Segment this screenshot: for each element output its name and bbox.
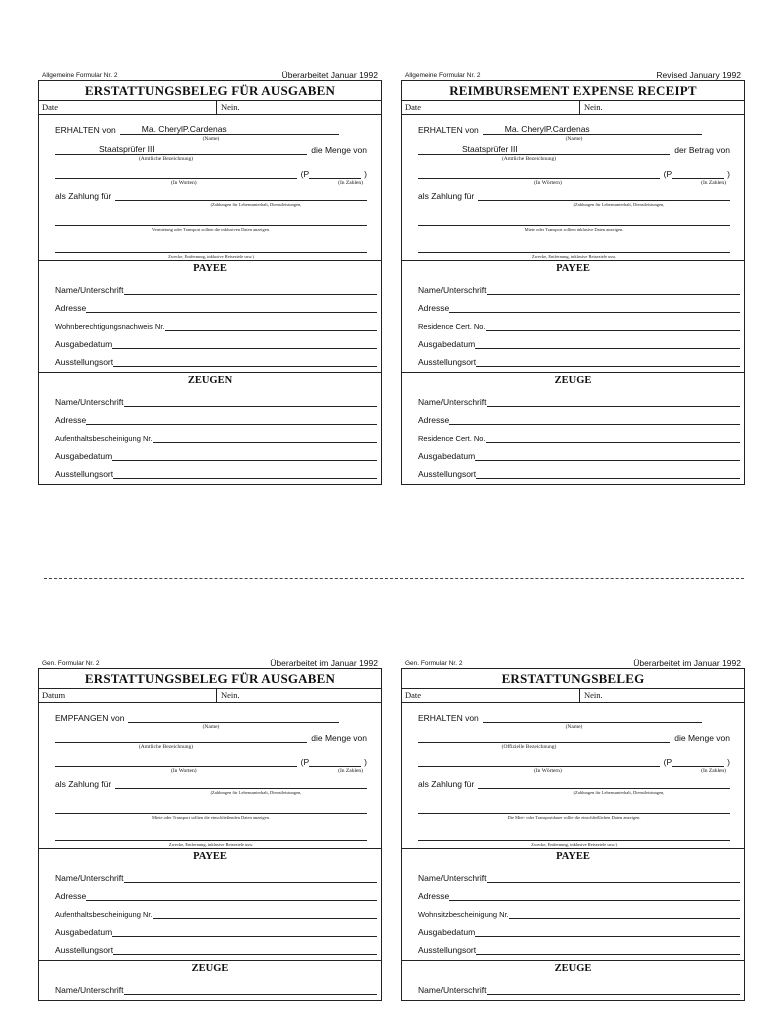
witness-field xyxy=(402,443,744,461)
witness-title: ZEUGE xyxy=(554,963,592,974)
received-name-field[interactable] xyxy=(128,712,339,723)
receipt-form xyxy=(401,68,745,485)
witness-field-label: Name/Unterschrift xyxy=(418,985,487,995)
payee-field-label: Name/Unterschrift xyxy=(418,873,487,883)
witness-field xyxy=(39,407,381,425)
witness-field-label: Adresse xyxy=(55,415,87,425)
designation-line xyxy=(55,731,367,743)
payee-field-line[interactable] xyxy=(475,338,740,349)
witness-field-line[interactable] xyxy=(124,396,378,407)
date-label[interactable]: Datum xyxy=(39,689,217,702)
payee-section xyxy=(402,260,744,372)
form-header xyxy=(38,68,382,80)
payee-field-line[interactable] xyxy=(476,944,740,955)
designation-caption: (Amtliche Bezeichnung) xyxy=(501,156,557,162)
rent-line xyxy=(418,214,730,226)
form-title: ERSTATTUNGSBELEG FÜR AUSGABEN xyxy=(39,669,381,689)
rent-field[interactable] xyxy=(55,215,367,226)
payment-line xyxy=(55,189,367,201)
witness-field-label: Aufenthaltsbescheinigung Nr. xyxy=(55,434,153,443)
peso-open: (P xyxy=(300,169,310,179)
amount-captions xyxy=(55,179,367,187)
witness-field xyxy=(39,977,381,995)
figures-caption: (In Zahlen) xyxy=(338,180,363,186)
payee-field xyxy=(39,937,381,955)
witness-section xyxy=(39,372,381,484)
payee-field-label: Ausstellungsort xyxy=(418,357,477,367)
revision-date: Revised January 1992 xyxy=(656,70,741,80)
date-row xyxy=(39,101,381,115)
amount-words-field[interactable] xyxy=(418,168,660,179)
rent-caption: Vermietung oder Transport sollten die inklusiven Daten anzeigen. xyxy=(151,227,271,232)
witness-field xyxy=(402,461,744,479)
witness-section xyxy=(402,960,744,1000)
payee-field xyxy=(402,313,744,331)
payee-field-label: Adresse xyxy=(418,303,450,313)
payment-field[interactable] xyxy=(478,778,730,789)
witness-field-label: Adresse xyxy=(418,415,450,425)
payee-field-label: Ausgabedatum xyxy=(55,339,113,349)
form-header xyxy=(38,656,382,668)
payee-field-line[interactable] xyxy=(487,284,741,295)
payee-title: PAYEE xyxy=(556,263,590,274)
received-label: EMPFANGEN von xyxy=(55,713,125,723)
figures-caption: (In Zahlen) xyxy=(701,180,726,186)
received-from-line xyxy=(55,711,367,723)
payee-field-label: Ausstellungsort xyxy=(418,945,477,955)
witness-field xyxy=(39,461,381,479)
payee-field-label: Ausstellungsort xyxy=(55,357,114,367)
designation-field[interactable] xyxy=(418,144,670,155)
number-label[interactable]: Nein. xyxy=(221,102,240,112)
designation-caption: (Amtliche Bezeichnung) xyxy=(138,156,194,162)
designation-line xyxy=(418,731,730,743)
number-label[interactable]: Nein. xyxy=(584,690,603,700)
received-label: ERHALTEN von xyxy=(418,125,479,135)
receipt-form xyxy=(401,656,745,1001)
payee-field-label: Name/Unterschrift xyxy=(55,873,124,883)
witness-title: ZEUGEN xyxy=(187,375,233,386)
witness-field-line[interactable] xyxy=(486,432,740,443)
amount-line xyxy=(55,755,367,767)
purpose-line xyxy=(418,241,730,253)
designation-value: Staatsprüfer III xyxy=(462,144,518,154)
payee-field xyxy=(39,313,381,331)
received-name-field[interactable] xyxy=(483,124,702,135)
amount-captions xyxy=(55,767,367,775)
words-caption: (In Worten) xyxy=(171,768,197,774)
purpose-caption: Zwecke, Entfernung, inklusive Reiseziele usw.) xyxy=(168,254,254,259)
designation-value: Staatsprüfer III xyxy=(99,144,155,154)
rent-caption: Miete oder Transport sollten die einschließenden Daten anzeigen. xyxy=(152,815,270,820)
purpose-line xyxy=(418,829,730,841)
amount-captions xyxy=(418,767,730,775)
payment-line xyxy=(418,777,730,789)
received-from-line xyxy=(55,123,367,135)
payment-field[interactable] xyxy=(115,190,367,201)
payee-field-line[interactable] xyxy=(153,908,377,919)
payee-field-line[interactable] xyxy=(113,944,377,955)
rent-field[interactable] xyxy=(418,215,730,226)
payee-field-line[interactable] xyxy=(475,926,740,937)
purpose-caption: Zwecke, Entfernung, inklusive Reiseziele usw. xyxy=(168,842,254,847)
receipt-body xyxy=(39,703,381,848)
amount-label: die Menge von xyxy=(674,733,730,743)
payee-field xyxy=(39,883,381,901)
designation-caption: (Offizielle Bezeichnung) xyxy=(501,744,557,750)
form-box xyxy=(401,668,745,1001)
purpose-field[interactable] xyxy=(55,242,367,253)
witness-section xyxy=(402,372,744,484)
payee-field-line[interactable] xyxy=(449,302,740,313)
peso-open: (P xyxy=(663,169,673,179)
date-row xyxy=(402,689,744,703)
payee-field xyxy=(402,349,744,367)
receipt-body xyxy=(402,115,744,260)
payee-field-label: Ausstellungsort xyxy=(55,945,114,955)
amount-words-field[interactable] xyxy=(418,756,660,767)
received-from-line xyxy=(418,123,730,135)
witness-field-line[interactable] xyxy=(487,984,741,995)
payee-field-label: Adresse xyxy=(418,891,450,901)
form-box xyxy=(38,668,382,1001)
receipt-form xyxy=(38,68,382,485)
witness-field-line[interactable] xyxy=(86,414,377,425)
payee-field xyxy=(402,919,744,937)
payment-field[interactable] xyxy=(478,190,730,201)
words-caption: (In Wörtern) xyxy=(534,768,562,774)
payee-field xyxy=(39,901,381,919)
purpose-caption: Zwecke, Entfernung, inklusive Reiseziele usw.) xyxy=(531,842,617,847)
form-number: Allgemeine Formular Nr. 2 xyxy=(42,72,118,79)
rent-line xyxy=(55,802,367,814)
witness-field-label: Ausstellungsort xyxy=(55,469,114,479)
receipt-body xyxy=(402,703,744,848)
witness-field-line[interactable] xyxy=(112,450,377,461)
amount-line xyxy=(418,167,730,179)
amount-figures-field[interactable] xyxy=(672,756,724,767)
form-number: Gen. Formular Nr. 2 xyxy=(42,660,100,667)
date-row xyxy=(39,689,381,703)
witness-field xyxy=(39,389,381,407)
peso-open: (P xyxy=(663,757,673,767)
witness-field-line[interactable] xyxy=(113,468,377,479)
payee-field-label: Ausgabedatum xyxy=(55,927,113,937)
witness-field xyxy=(39,443,381,461)
figures-caption: (In Zahlen) xyxy=(701,768,726,774)
payee-field-label: Residence Cert. No. xyxy=(418,322,486,331)
payee-field-line[interactable] xyxy=(112,338,377,349)
payee-field xyxy=(402,883,744,901)
payment-label: als Zahlung für xyxy=(418,191,475,201)
received-from-line xyxy=(418,711,730,723)
payee-field xyxy=(402,295,744,313)
purpose-caption: Zwecke, Entfernung, inklusive Reiseziele usw. xyxy=(531,254,617,259)
payee-field-line[interactable] xyxy=(86,890,377,901)
designation-field[interactable] xyxy=(418,732,670,743)
payment-label: als Zahlung für xyxy=(55,191,112,201)
designation-line xyxy=(418,143,730,155)
peso-close: ) xyxy=(727,757,730,767)
witness-field xyxy=(402,407,744,425)
payee-field xyxy=(402,865,744,883)
payee-field-label: Name/Unterschrift xyxy=(55,285,124,295)
payee-field-label: Ausgabedatum xyxy=(418,927,476,937)
purpose-field[interactable] xyxy=(55,830,367,841)
name-caption: (Name) xyxy=(202,136,220,142)
peso-close: ) xyxy=(364,757,367,767)
witness-field-label: Ausgabedatum xyxy=(55,451,113,461)
form-number: Allgemeine Formular Nr. 2 xyxy=(405,72,481,79)
form-title: ERSTATTUNGSBELEG FÜR AUSGABEN xyxy=(39,81,381,101)
witness-title: ZEUGE xyxy=(191,963,229,974)
form-box xyxy=(401,80,745,485)
payee-field xyxy=(402,277,744,295)
payee-field-line[interactable] xyxy=(112,926,377,937)
payment-field[interactable] xyxy=(115,778,367,789)
payee-field-line[interactable] xyxy=(165,320,377,331)
name-caption: (Name) xyxy=(565,724,583,730)
payee-field xyxy=(39,865,381,883)
payee-field xyxy=(39,349,381,367)
witness-field-label: Name/Unterschrift xyxy=(55,397,124,407)
received-name-value: Ma. CherylP.Cardenas xyxy=(504,124,590,134)
rent-field[interactable] xyxy=(55,803,367,814)
witness-field xyxy=(402,977,744,995)
amount-figures-field[interactable] xyxy=(309,756,361,767)
date-label[interactable]: Date xyxy=(402,101,580,114)
witness-field xyxy=(39,425,381,443)
form-header xyxy=(401,68,745,80)
payee-field-label: Wohnberechtigungsnachweis Nr. xyxy=(55,322,165,331)
received-label: ERHALTEN von xyxy=(418,713,479,723)
purpose-field[interactable] xyxy=(418,830,730,841)
designation-field[interactable] xyxy=(55,144,307,155)
name-caption: (Name) xyxy=(565,136,583,142)
payee-field-line[interactable] xyxy=(476,356,740,367)
payee-field-line[interactable] xyxy=(113,356,377,367)
amount-words-field[interactable] xyxy=(55,756,297,767)
payee-field xyxy=(402,937,744,955)
payee-field xyxy=(39,919,381,937)
witness-field-label: Name/Unterschrift xyxy=(418,397,487,407)
amount-line xyxy=(418,755,730,767)
purpose-line xyxy=(55,829,367,841)
payment-caption: (Zahlungen für Lebensunterhalt, Dienstleistungen, xyxy=(573,790,665,795)
designation-line xyxy=(55,143,367,155)
receipt-body xyxy=(39,115,381,260)
witness-field-line[interactable] xyxy=(487,396,741,407)
form-box xyxy=(38,80,382,485)
payment-label: als Zahlung für xyxy=(55,779,112,789)
received-label: ERHALTEN von xyxy=(55,125,116,135)
designation-field[interactable] xyxy=(55,732,307,743)
peso-open: (P xyxy=(300,757,310,767)
payment-line xyxy=(418,189,730,201)
purpose-field[interactable] xyxy=(418,242,730,253)
witness-field-line[interactable] xyxy=(124,984,378,995)
payment-caption: (Zahlungen für Lebensunterhalt, Dienstleistungen, xyxy=(210,790,302,795)
receipt-form xyxy=(38,656,382,1001)
rent-field[interactable] xyxy=(418,803,730,814)
number-label[interactable]: Nein. xyxy=(584,102,603,112)
payee-title: PAYEE xyxy=(193,263,227,274)
amount-label: der Betrag von xyxy=(674,145,730,155)
words-caption: (In Worten) xyxy=(171,180,197,186)
revision-date: Überarbeitet im Januar 1992 xyxy=(270,658,378,668)
witness-field-line[interactable] xyxy=(449,414,740,425)
payee-field-label: Ausgabedatum xyxy=(418,339,476,349)
witness-section xyxy=(39,960,381,1000)
payee-section xyxy=(402,848,744,960)
date-row xyxy=(402,101,744,115)
payee-field xyxy=(39,331,381,349)
payment-caption: (Zahlungen für Lebensunterhalt, Dienstleistungen, xyxy=(573,202,665,207)
rent-line xyxy=(418,802,730,814)
payee-field-line[interactable] xyxy=(124,872,378,883)
payee-field xyxy=(39,277,381,295)
designation-caption: (Amtliche Bezeichnung) xyxy=(138,744,194,750)
figures-caption: (In Zahlen) xyxy=(338,768,363,774)
amount-label: die Menge von xyxy=(311,733,367,743)
payee-field xyxy=(402,331,744,349)
payee-field-line[interactable] xyxy=(449,890,740,901)
revision-date: Überarbeitet im Januar 1992 xyxy=(633,658,741,668)
witness-field-label: Ausgabedatum xyxy=(418,451,476,461)
rent-caption: Miete oder Transport sollten inklusive Daten anzeigen. xyxy=(524,227,624,232)
form-header xyxy=(401,656,745,668)
amount-figures-field[interactable] xyxy=(309,168,361,179)
cut-line xyxy=(44,578,744,579)
date-label[interactable]: Date xyxy=(39,101,217,114)
received-name-field[interactable] xyxy=(120,124,339,135)
witness-field-label: Name/Unterschrift xyxy=(55,985,124,995)
witness-title: ZEUGE xyxy=(554,375,592,386)
payee-field-line[interactable] xyxy=(86,302,377,313)
date-label[interactable]: Date xyxy=(402,689,580,702)
witness-field-label: Ausstellungsort xyxy=(418,469,477,479)
peso-close: ) xyxy=(364,169,367,179)
payee-field-label: Adresse xyxy=(55,891,87,901)
payee-field xyxy=(39,295,381,313)
amount-captions xyxy=(418,179,730,187)
witness-field-label: Residence Cert. No. xyxy=(418,434,486,443)
payee-field-label: Aufenthaltsbescheinigung Nr. xyxy=(55,910,153,919)
payee-title: PAYEE xyxy=(193,851,227,862)
witness-field xyxy=(402,389,744,407)
form-number: Gen. Formular Nr. 2 xyxy=(405,660,463,667)
amount-words-field[interactable] xyxy=(55,168,297,179)
payee-field-line[interactable] xyxy=(487,872,741,883)
payee-field-line[interactable] xyxy=(124,284,378,295)
words-caption: (In Wörtern) xyxy=(534,180,562,186)
payment-line xyxy=(55,777,367,789)
payee-field-line[interactable] xyxy=(486,320,740,331)
payment-label: als Zahlung für xyxy=(418,779,475,789)
amount-figures-field[interactable] xyxy=(672,168,724,179)
number-label[interactable]: Nein. xyxy=(221,690,240,700)
received-name-field[interactable] xyxy=(483,712,702,723)
received-name-value: Ma. CherylP.Cardenas xyxy=(141,124,227,134)
witness-field-line[interactable] xyxy=(475,450,740,461)
revision-date: Überarbeitet Januar 1992 xyxy=(281,70,378,80)
form-title: ERSTATTUNGSBELEG xyxy=(402,669,744,689)
witness-field-line[interactable] xyxy=(476,468,740,479)
payee-field-label: Adresse xyxy=(55,303,87,313)
payee-section xyxy=(39,260,381,372)
rent-caption: Die Miet- oder Transportdauer sollte die einschließlichen Daten anzeigen. xyxy=(507,815,641,820)
rent-line xyxy=(55,214,367,226)
form-title: REIMBURSEMENT EXPENSE RECEIPT xyxy=(402,81,744,101)
payee-field-label: Wohnsitzbescheinigung Nr. xyxy=(418,910,509,919)
witness-field xyxy=(402,425,744,443)
amount-label: die Menge von xyxy=(311,145,367,155)
purpose-line xyxy=(55,241,367,253)
payee-field xyxy=(402,901,744,919)
payee-section xyxy=(39,848,381,960)
payment-caption: (Zahlungen für Lebensunterhalt, Dienstleistungen, xyxy=(210,202,302,207)
amount-line xyxy=(55,167,367,179)
payee-field-label: Name/Unterschrift xyxy=(418,285,487,295)
name-caption: (Name) xyxy=(202,724,220,730)
payee-title: PAYEE xyxy=(556,851,590,862)
witness-field-line[interactable] xyxy=(153,432,377,443)
payee-field-line[interactable] xyxy=(509,908,740,919)
peso-close: ) xyxy=(727,169,730,179)
